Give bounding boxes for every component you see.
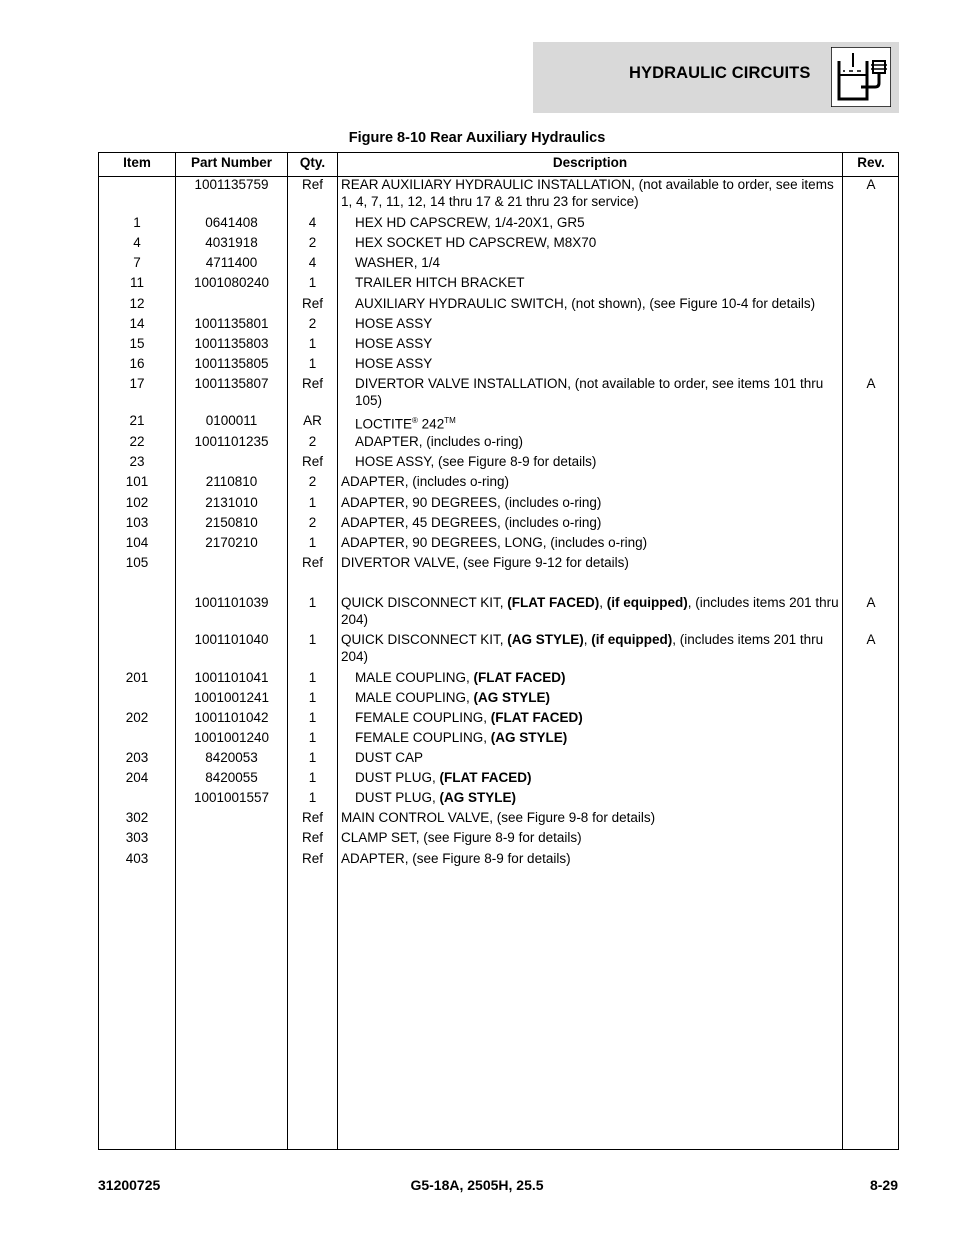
- description-text: DUST CAP: [355, 750, 424, 765]
- description-text: (AG STYLE): [507, 632, 584, 647]
- description-cell: [341, 514, 839, 531]
- description-text: FEMALE COUPLING,: [355, 710, 491, 725]
- description-cell: [355, 669, 839, 686]
- description-cell: [355, 729, 839, 746]
- part-number-cell: 1001101235: [194, 434, 269, 449]
- description-cell: [355, 355, 839, 372]
- description-cell: [341, 554, 839, 571]
- part-number-cell: 4031918: [205, 235, 258, 250]
- part-number-cell: 1001135759: [194, 177, 269, 192]
- part-number-cell: 1001135805: [194, 356, 269, 371]
- qty-cell: 2: [308, 515, 317, 530]
- qty-cell: 2: [308, 316, 317, 331]
- part-number-cell: 8420055: [205, 770, 258, 785]
- part-number-cell: 2110810: [205, 474, 258, 489]
- parts-table: [98, 152, 899, 1150]
- description-cell: [355, 375, 839, 409]
- description-cell: [355, 315, 839, 332]
- qty-cell: Ref: [301, 376, 323, 391]
- qty-cell: 1: [308, 730, 317, 745]
- description-text: DUST PLUG,: [355, 770, 440, 785]
- part-number-cell: 1001135807: [194, 376, 269, 391]
- description-text: (FLAT FACED): [507, 595, 600, 610]
- description-cell: [355, 412, 839, 433]
- description-text: HOSE ASSY: [355, 356, 433, 371]
- description-text: (FLAT FACED): [490, 710, 583, 725]
- qty-cell: 1: [308, 790, 317, 805]
- section-title: HYDRAULIC CIRCUITS: [629, 64, 811, 82]
- qty-cell: 1: [308, 275, 317, 290]
- part-number-cell: 2150810: [205, 515, 258, 530]
- description-cell: [355, 689, 839, 706]
- qty-cell: 1: [308, 690, 317, 705]
- description-cell: [341, 494, 839, 511]
- item-cell: 302: [125, 810, 149, 825]
- description-text: ADAPTER, (includes o-ring): [341, 474, 510, 489]
- qty-cell: 1: [308, 670, 317, 685]
- qty-cell: 1: [308, 595, 317, 610]
- item-cell: 202: [125, 710, 149, 725]
- part-number-cell: 1001001241: [193, 690, 270, 705]
- figure-title: Figure 8-10 Rear Auxiliary Hydraulics: [348, 130, 606, 146]
- rev-cell: A: [866, 177, 876, 192]
- description-text: ADAPTER, 45 DEGREES, (includes o-ring): [341, 515, 602, 530]
- description-text: (FLAT FACED): [439, 770, 532, 785]
- section-header: [533, 42, 899, 113]
- item-cell: 203: [125, 750, 149, 765]
- item-cell: 21: [129, 413, 145, 428]
- description-text: TM: [444, 416, 456, 425]
- item-cell: 102: [125, 495, 149, 510]
- description-text: HOSE ASSY: [355, 316, 433, 331]
- part-number-cell: 0641408: [205, 215, 258, 230]
- description-cell: [355, 433, 839, 450]
- description-text: ADAPTER, 90 DEGREES, (includes o-ring): [341, 495, 602, 510]
- column-header-part-number: Part Number: [190, 155, 273, 170]
- part-number-cell: 8420053: [205, 750, 258, 765]
- description-cell: [355, 234, 839, 251]
- footer-doc-number: 31200725: [98, 1177, 161, 1193]
- description-cell: [355, 274, 839, 291]
- description-text: HOSE ASSY: [355, 336, 433, 351]
- part-number-cell: 1001101040: [194, 632, 269, 647]
- description-text: ADAPTER, 90 DEGREES, LONG, (includes o-ring): [341, 535, 648, 550]
- item-cell: 303: [125, 830, 149, 845]
- item-cell: 7: [133, 255, 141, 270]
- description-text: (AG STYLE): [439, 790, 517, 805]
- description-text: DIVERTOR VALVE INSTALLATION, (not available to order, see items 101 thru 105): [355, 376, 824, 408]
- item-cell: 105: [125, 555, 149, 570]
- item-cell: 11: [129, 275, 144, 290]
- qty-cell: 1: [308, 750, 317, 765]
- description-cell: [355, 789, 839, 806]
- part-number-cell: 2170210: [205, 535, 258, 550]
- description-cell: [341, 809, 839, 826]
- part-number-cell: 2131010: [205, 495, 258, 510]
- part-number-cell: 0100011: [205, 413, 258, 428]
- description-text: (if equipped): [591, 632, 673, 647]
- description-cell: [355, 453, 839, 470]
- description-text: (if equipped): [606, 595, 688, 610]
- description-text: ,: [599, 595, 607, 610]
- qty-cell: 1: [308, 535, 317, 550]
- item-cell: 104: [125, 535, 149, 550]
- description-text: ,: [583, 632, 592, 647]
- description-cell: [341, 850, 839, 867]
- part-number-cell: 1001101042: [194, 710, 269, 725]
- description-cell: [355, 749, 839, 766]
- item-cell: 103: [125, 515, 149, 530]
- qty-cell: 1: [308, 495, 317, 510]
- description-text: ADAPTER, (see Figure 8-9 for details): [341, 851, 571, 866]
- description-text: QUICK DISCONNECT KIT,: [341, 632, 508, 647]
- qty-cell: Ref: [301, 296, 323, 311]
- description-text: DUST PLUG,: [355, 790, 440, 805]
- item-cell: 14: [129, 316, 145, 331]
- description-text: ®: [412, 416, 418, 425]
- description-text: HEX HD CAPSCREW, 1/4-20X1, GR5: [355, 215, 585, 230]
- item-cell: 22: [129, 434, 145, 449]
- qty-cell: 4: [308, 255, 317, 270]
- part-number-cell: 1001001557: [193, 790, 270, 805]
- item-cell: 403: [125, 851, 149, 866]
- description-text: (FLAT FACED): [473, 670, 566, 685]
- qty-cell: Ref: [301, 177, 323, 192]
- qty-cell: 2: [308, 434, 317, 449]
- description-cell: [341, 594, 839, 628]
- description-cell: [355, 769, 839, 786]
- part-number-cell: 4711400: [205, 255, 258, 270]
- description-cell: [341, 176, 839, 210]
- qty-cell: Ref: [301, 851, 323, 866]
- description-cell: [341, 631, 839, 665]
- item-cell: 4: [133, 235, 141, 250]
- item-cell: 1: [133, 215, 141, 230]
- column-header-qty: Qty.: [299, 155, 326, 170]
- item-cell: 12: [129, 296, 145, 311]
- description-text: CLAMP SET, (see Figure 8-9 for details): [341, 830, 582, 845]
- item-cell: 204: [125, 770, 149, 785]
- rev-cell: A: [866, 632, 876, 647]
- part-number-cell: 1001101039: [194, 595, 269, 610]
- qty-cell: 1: [308, 632, 317, 647]
- qty-cell: Ref: [301, 830, 323, 845]
- table-body: [99, 153, 898, 1149]
- description-text: , (includes items 201 thru 204): [341, 632, 824, 664]
- description-text: (AG STYLE): [490, 730, 568, 745]
- description-text: AUXILIARY HYDRAULIC SWITCH, (not shown), (see Figure 10-4 for details): [355, 296, 816, 311]
- part-number-cell: 1001135801: [194, 316, 269, 331]
- description-text: TRAILER HITCH BRACKET: [355, 275, 525, 290]
- description-text: MAIN CONTROL VALVE, (see Figure 9-8 for details): [341, 810, 656, 825]
- description-text: MALE COUPLING,: [355, 690, 474, 705]
- item-cell: 16: [129, 356, 145, 371]
- part-number-cell: 1001001240: [193, 730, 270, 745]
- description-text: MALE COUPLING,: [355, 670, 474, 685]
- qty-cell: 1: [308, 770, 317, 785]
- item-cell: 23: [129, 454, 145, 469]
- description-text: LOCTITE: [355, 416, 413, 432]
- description-text: HOSE ASSY, (see Figure 8-9 for details): [355, 454, 597, 469]
- description-cell: [355, 335, 839, 352]
- part-number-cell: 1001135803: [194, 336, 269, 351]
- footer-model: G5-18A, 2505H, 25.5: [410, 1177, 544, 1193]
- description-text: 242: [417, 416, 445, 432]
- description-text: ADAPTER, (includes o-ring): [355, 434, 524, 449]
- footer-page-number: 8-29: [869, 1177, 898, 1193]
- description-text: FEMALE COUPLING,: [355, 730, 491, 745]
- rev-cell: A: [866, 376, 876, 391]
- column-header-description: Description: [552, 155, 628, 170]
- description-text: (AG STYLE): [473, 690, 551, 705]
- rev-cell: A: [866, 595, 876, 610]
- qty-cell: Ref: [301, 555, 323, 570]
- description-text: QUICK DISCONNECT KIT,: [341, 595, 508, 610]
- qty-cell: 2: [308, 474, 317, 489]
- description-text: , (includes items 201 thru 204): [341, 595, 839, 627]
- qty-cell: 4: [308, 215, 317, 230]
- description-cell: [341, 829, 839, 846]
- column-header-rev: Rev.: [857, 155, 885, 170]
- description-text: DIVERTOR VALVE, (see Figure 9-12 for details): [341, 555, 629, 570]
- hydraulic-circuit-icon: [831, 47, 891, 107]
- description-cell: [355, 295, 839, 312]
- qty-cell: AR: [303, 413, 322, 428]
- qty-cell: Ref: [301, 810, 323, 825]
- description-cell: [341, 473, 839, 490]
- description-text: REAR AUXILIARY HYDRAULIC INSTALLATION, (not available to order, see items 1, 4, 7, 11, 12, 14 thru 17 & 21 thru 23 for service): [341, 177, 834, 209]
- qty-cell: Ref: [301, 454, 323, 469]
- part-number-cell: 1001080240: [193, 275, 270, 290]
- item-cell: 101: [125, 474, 149, 489]
- qty-cell: 1: [308, 710, 317, 725]
- item-cell: 201: [125, 670, 149, 685]
- qty-cell: 2: [308, 235, 317, 250]
- qty-cell: 1: [308, 336, 317, 351]
- qty-cell: 1: [308, 356, 317, 371]
- description-text: WASHER, 1/4: [355, 255, 441, 270]
- column-header-item: Item: [123, 155, 151, 170]
- description-cell: [355, 254, 839, 271]
- item-cell: 15: [129, 336, 145, 351]
- item-cell: 17: [129, 376, 145, 391]
- description-cell: [355, 214, 839, 231]
- description-cell: [341, 534, 839, 551]
- description-cell: [355, 709, 839, 726]
- description-text: HEX SOCKET HD CAPSCREW, M8X70: [355, 235, 597, 250]
- part-number-cell: 1001101041: [194, 670, 269, 685]
